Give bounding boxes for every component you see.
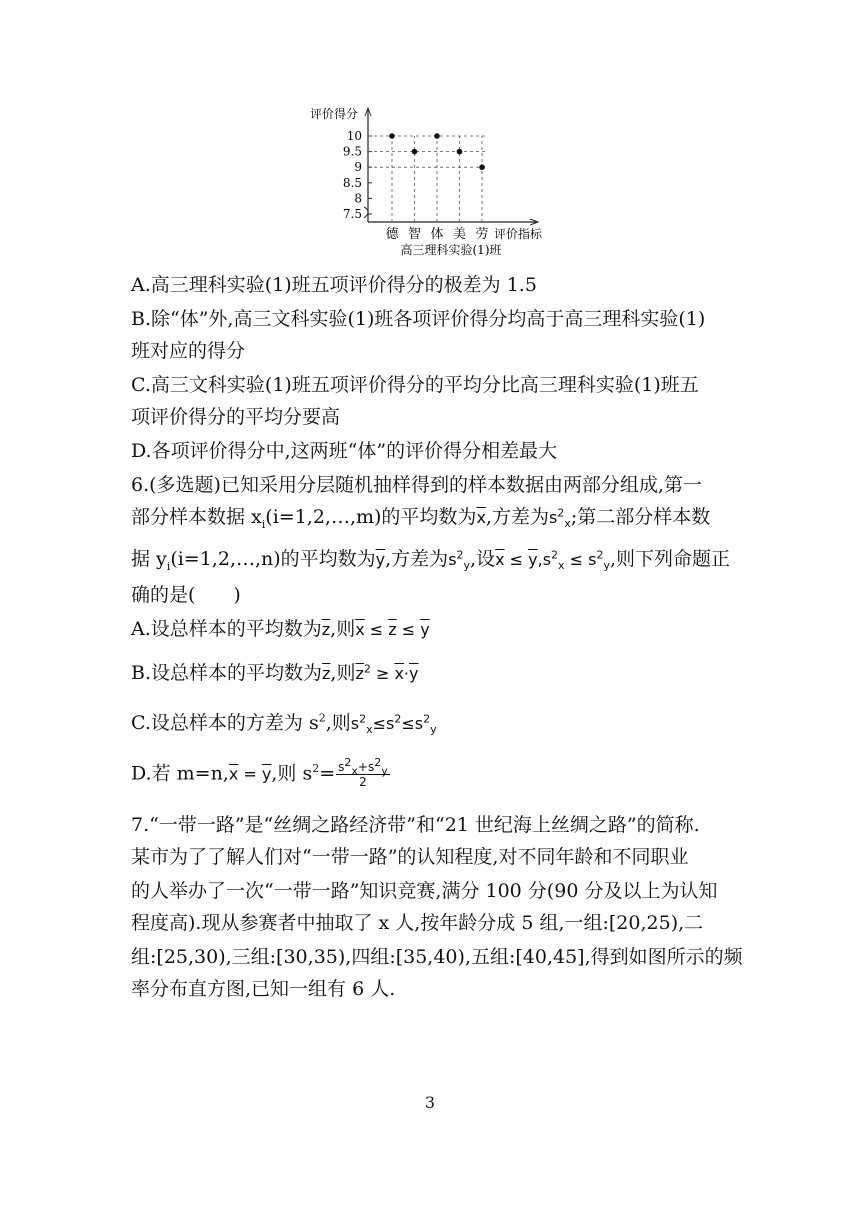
q6-option-d-eq: = xyxy=(319,762,336,785)
scatter-chart-svg xyxy=(300,96,570,271)
q6-stem-line3: 据 $y_i(i=1,2,\dots,n)$的平均数为$\overline{y}$,方差为$s^2_y$,设$\overline{x} \le \overline{y},s^2_x \le s^2_y$,则下列命题正 xyxy=(131,548,731,573)
q6-option-c-text2: ,则 xyxy=(325,712,351,734)
data-point xyxy=(457,149,463,155)
y-tick-label: 8.5 xyxy=(342,175,362,190)
q7-line1: 7.“一带一路”是“丝绸之路经济带”和“21 世纪海上丝绸之路”的简称. xyxy=(131,814,700,836)
x-tick-label: 美 xyxy=(452,227,467,242)
q6-text: ;第二部分样本数 xyxy=(570,506,711,528)
q6-text: ,设 xyxy=(470,548,496,570)
q6-option-d-text2: ,则 s xyxy=(271,762,313,785)
q6-text: (i=1,2,…,n)的平均数为 xyxy=(170,548,376,570)
q6-text: 部分样本数据 x xyxy=(131,506,262,528)
q5-option-b-line2: 班对应的得分 xyxy=(131,340,246,362)
q6-option-c-text: C.设总样本的方差为 s xyxy=(131,712,319,734)
y-tick-label: 10 xyxy=(346,129,362,143)
axis-break-mark xyxy=(364,207,368,218)
q6-option-b: B.设总样本的平均数为$\overline{z}$,则$\overline{z}^2 \ge \overline{x}\cdot\overline{y}$ xyxy=(131,662,419,684)
x-axis-label: 评价指标 xyxy=(494,227,543,241)
q6-option-a: A.设总样本的平均数为$\overline{z}$,则$\overline{x} \le \overline{z} \le \overline{y}$ xyxy=(131,618,430,640)
x-tick-label: 体 xyxy=(430,227,444,242)
q7-line5: 组:[25,30),三组:[30,35),四组:[35,40),五组:[40,45],得到如图所示的频 xyxy=(131,946,743,968)
y-tick-label: 8 xyxy=(354,191,362,206)
q6-text: 据 y xyxy=(131,548,167,570)
q6-option-d: D.若 $m=n,\overline{x} = \overline{y}$,则 $s^2=$ $\frac{s^2_x+s^2_y}{2}$ xyxy=(131,756,388,789)
q7-line2: 某市为了了解人们对“一带一路”的认知程度,对不同年龄和不同职业 xyxy=(131,846,689,868)
q7-line6: 率分布直方图,已知一组有 6 人. xyxy=(131,978,396,1000)
x-tick-label: 德 xyxy=(385,227,399,242)
variance-fraction: $\frac{s^2_x+s^2_y}{2}$ xyxy=(338,756,388,789)
y-tick-label: 7.5 xyxy=(342,207,362,221)
q6-stem-line2: 部分样本数据 $x_i(i=1,2,\dots,m)$的平均数为$\overline{x}$,方差为$s^2_x$;第二部分样本数 xyxy=(131,506,711,531)
q6-text: ,方差为 xyxy=(485,506,549,528)
y-axis-label: 评价得分 xyxy=(310,107,359,121)
x-tick-label: 智 xyxy=(407,227,422,242)
q6-option-a-text2: ,则 xyxy=(330,618,356,640)
q7-line3: 的人举办了一次“一带一路”知识竞赛,满分 100 分(90 分及以上为认知 xyxy=(131,880,718,902)
q6-option-a-text: A.设总样本的平均数为 xyxy=(131,618,322,640)
q6-option-b-text: B.设总样本的平均数为 xyxy=(131,662,323,684)
q6-text: (i=1,2,…,m)的平均数为 xyxy=(265,506,477,528)
y-tick-label: 9.5 xyxy=(342,144,362,159)
q7-line4: 程度高).现从参赛者中抽取了 x 人,按年龄分成 5 组,一组:[20,25),二 xyxy=(131,912,704,934)
q6-option-b-text2: ,则 xyxy=(330,662,356,684)
page-number: 3 xyxy=(424,1093,436,1112)
data-point xyxy=(389,133,395,139)
q6-text: ,方差为 xyxy=(385,548,449,570)
q5-option-c-line2: 项评价得分的平均分要高 xyxy=(131,406,341,428)
chart-caption: 高三理科实验(1)班 xyxy=(400,243,502,257)
data-point xyxy=(412,149,418,155)
q5-option-b-line1: B.除“体”外,高三文科实验(1)班各项评价得分均高于高三理科实验(1) xyxy=(131,308,706,330)
data-point xyxy=(479,164,485,170)
y-tick-label: 9 xyxy=(354,160,362,175)
q6-text: ,则下列命题正 xyxy=(609,548,731,570)
q5-option-d: D.各项评价得分中,这两班“体”的评价得分相差最大 xyxy=(131,440,558,462)
scatter-chart xyxy=(300,96,570,271)
q5-option-c-line1: C.高三文科实验(1)班五项评价得分的平均分比高三理科实验(1)班五 xyxy=(131,374,699,396)
q6-option-d-text: D.若 m=n, xyxy=(131,762,229,785)
q6-stem-line4: 确的是( ) xyxy=(131,584,241,606)
q5-option-a: A.高三理科实验(1)班五项评价得分的极差为 1.5 xyxy=(131,274,537,296)
q6-stem-line1: 6.(多选题)已知采用分层随机抽样得到的样本数据由两部分组成,第一 xyxy=(131,474,702,496)
q6-option-c: C.设总样本的方差为 $s^2$,则$s^2_x\le s^2\le s^2_y$ xyxy=(131,711,437,737)
x-tick-label: 劳 xyxy=(475,227,489,242)
data-point xyxy=(434,133,440,139)
